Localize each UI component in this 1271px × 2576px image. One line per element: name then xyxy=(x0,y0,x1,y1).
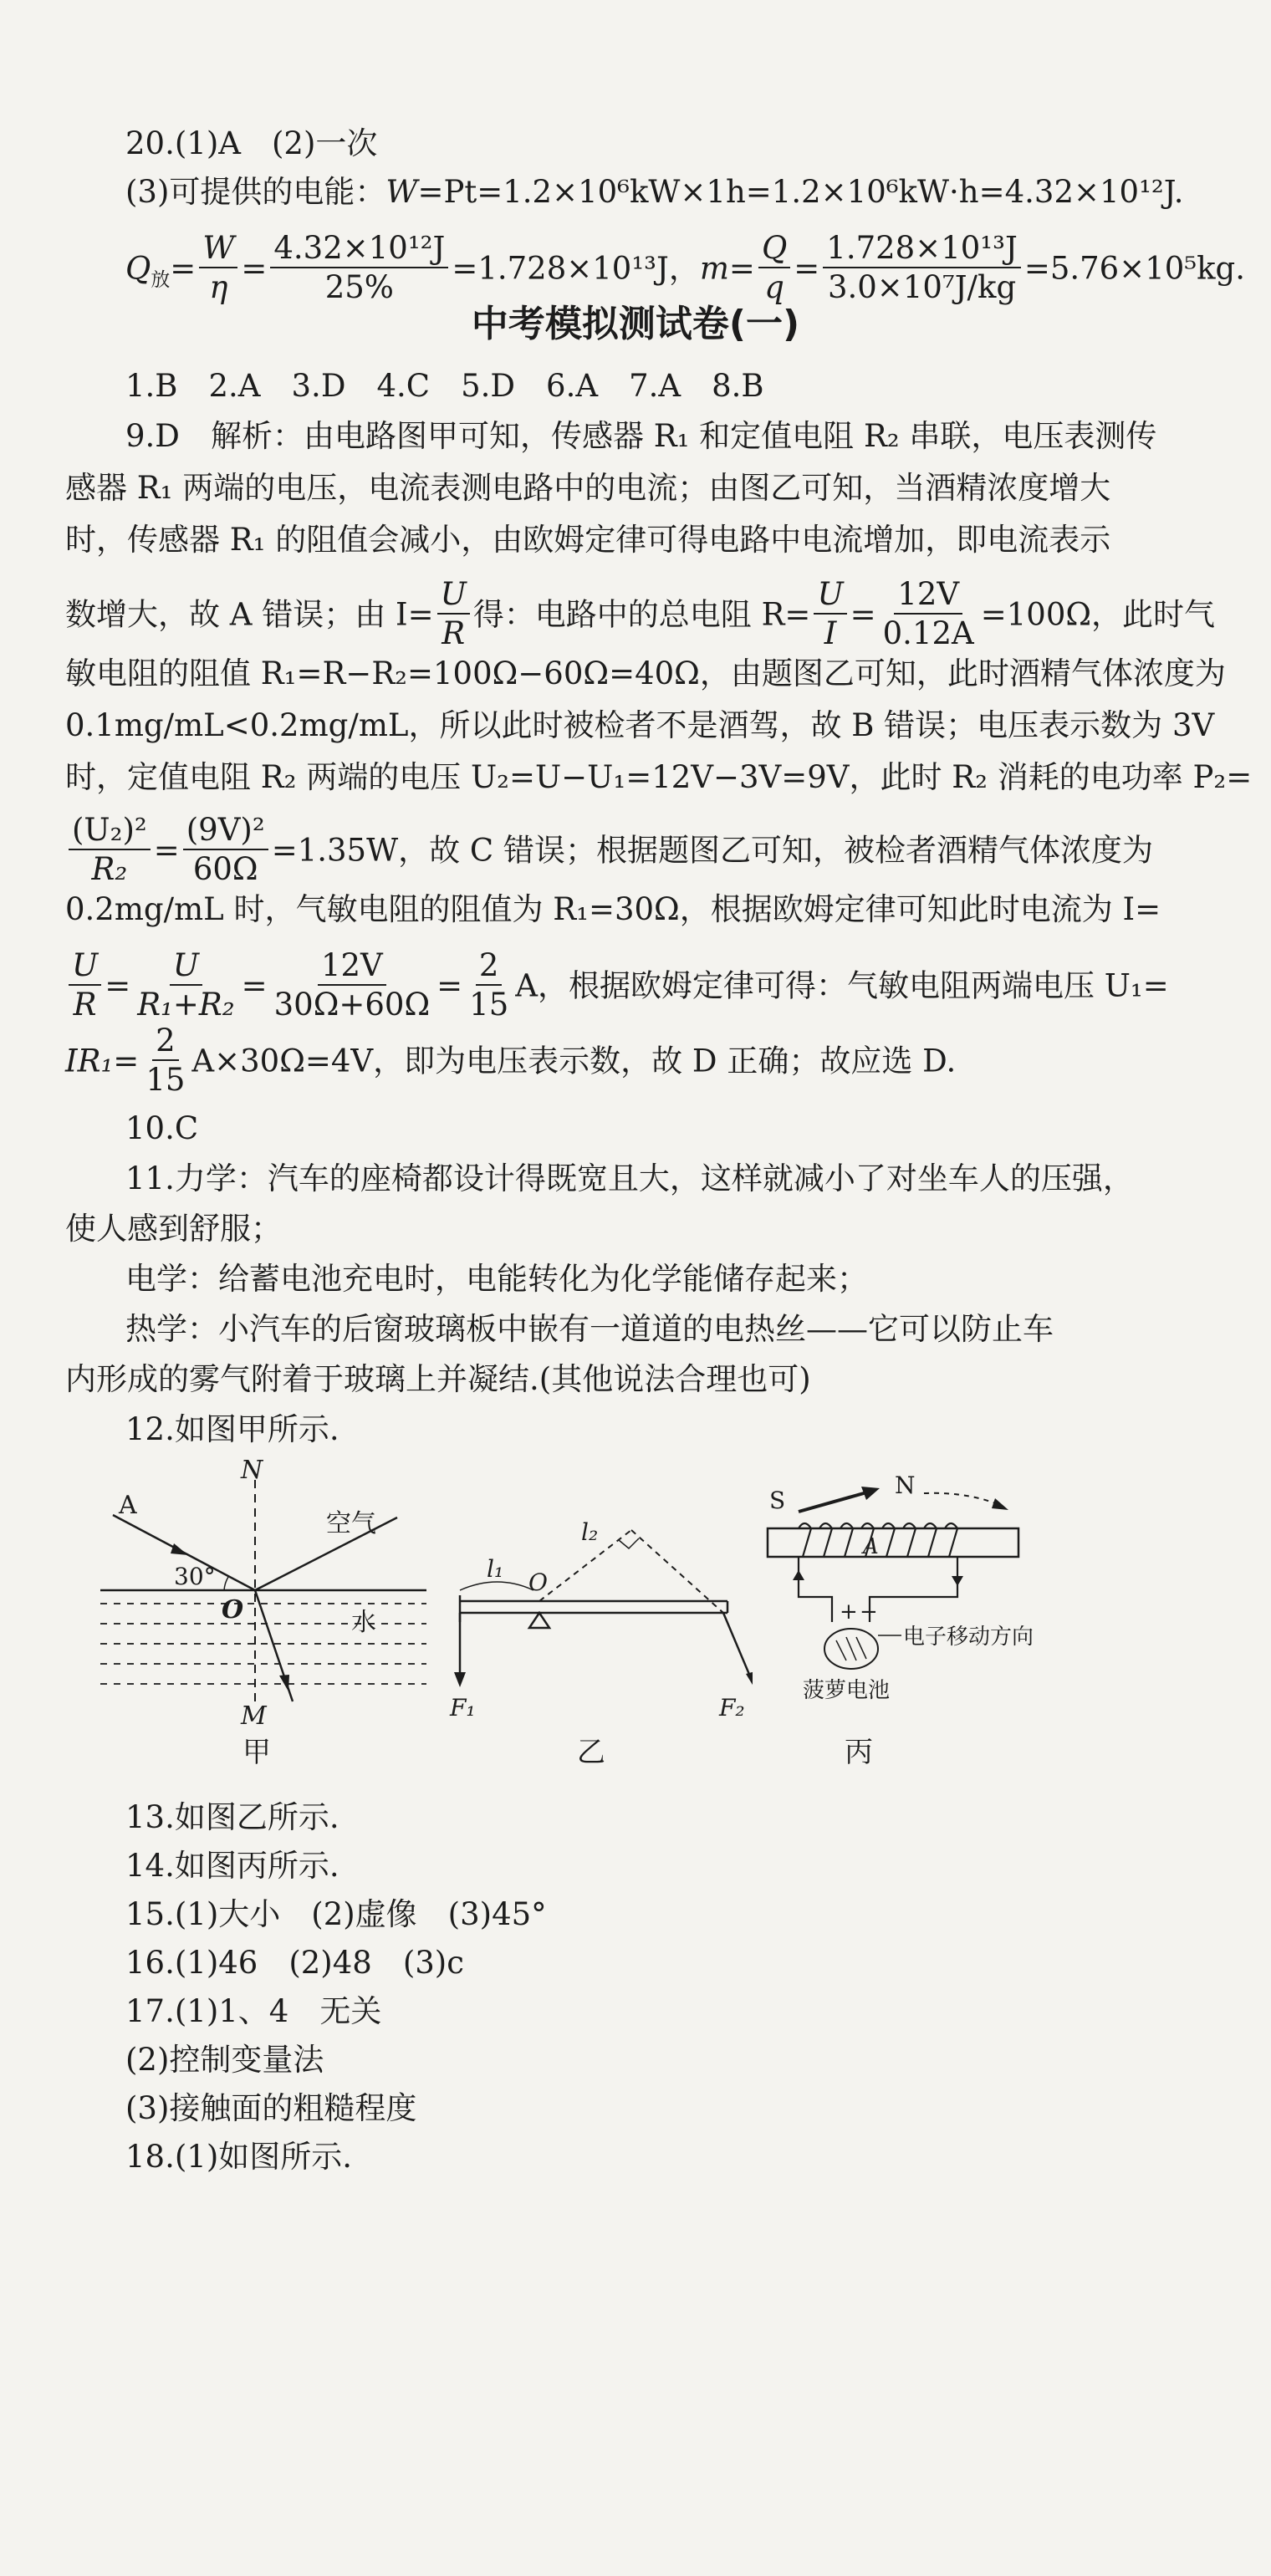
q20-line2-prefix: (3)可提供的电能： xyxy=(125,174,386,210)
q9-line6: 0.1mg/mL<0.2mg/mL，所以此时被检者不是酒驾，故 B 错误；电压表示数为 3V xyxy=(65,707,1215,743)
q11-line3: 电学：给蓄电池充电时，电能转化为化学能储存起来； xyxy=(125,1261,868,1297)
q9-line2: 感器 R₁ 两端的电压，电流表测电路中的电流；由图乙可知，当酒精浓度增大 xyxy=(65,470,1111,506)
q9-line11: IR₁= $\frac{2}{15}$ A×30Ω=4V，即为电压表示数，故 D 正确；故应选 D. xyxy=(65,1023,957,1098)
wire-left xyxy=(799,1557,832,1622)
q20-mass-result: =5.76×10⁵kg. xyxy=(1023,250,1245,287)
fraction-two-fifteenths-b: $\frac{2}{15}$ xyxy=(145,1023,186,1098)
label-f1: F₁ xyxy=(450,1694,476,1722)
angle-arc xyxy=(224,1577,228,1590)
label-minus: − xyxy=(860,1599,878,1625)
label-m: M xyxy=(241,1701,267,1731)
force-f2-line xyxy=(723,1613,753,1682)
label-n: N xyxy=(241,1456,263,1485)
q9-line4: 数增大，故 A 错误；由 I= $\frac{U}{R}$ 得：电路中的总电阻 R= $\frac{U}{I}$ = $\frac{12V}{0.12A}$ =100Ω，此时气 xyxy=(65,576,1216,651)
moment-arm-l1-brace xyxy=(460,1582,533,1590)
caption-yi: 乙 xyxy=(577,1736,605,1769)
fraction-u-over-i: $\frac{U}{I}$ xyxy=(814,579,846,649)
q13-answer: 13.如图乙所示. xyxy=(125,1799,339,1835)
q9-line7: 时，定值电阻 R₂ 两端的电压 U₂=U−U₁=12V−3V=9V，此时 R₂ 消耗的电功率 P₂= xyxy=(65,759,1253,795)
compass-needle-tip xyxy=(861,1487,880,1500)
q16-answer: 16.(1)46 (2)48 (3)c xyxy=(125,1945,464,1981)
fraction-current-values: $\frac{12V}{30\Omega+60\Omega}$ xyxy=(273,947,431,1023)
field-line-arrow xyxy=(992,1498,1008,1510)
fraction-u2-squared: $\frac{\text{(U₂)²}}{\text{R₂}}$ xyxy=(69,814,151,885)
q1-8-answers: 1.B 2.A 3.D 4.C 5.D 6.A 7.A 8.B xyxy=(125,368,764,404)
q17-line1: 17.(1)1、4 无关 xyxy=(125,1993,382,2029)
q18-answer: 18.(1)如图所示. xyxy=(125,2139,353,2175)
label-air: 空气 xyxy=(326,1509,376,1538)
q9-line5: 敏电阻的阻值 R₁=R−R₂=100Ω−60Ω=40Ω，由题图乙可知，此时酒精气体浓度为 xyxy=(65,655,1226,691)
right-angle-mark xyxy=(619,1538,639,1548)
q17-line3: (3)接触面的粗糙程度 xyxy=(125,2090,417,2126)
fraction-energy-efficiency: $\frac{\text{4.32×10¹²J}}{25\%}$ xyxy=(270,232,448,303)
q11-line5: 内形成的雾气附着于玻璃上并凝结.(其他说法合理也可) xyxy=(65,1361,811,1397)
fraction-mass: $\frac{\text{1.728×10¹³J}}{\text{3.0×10⁷J/kg}}$ xyxy=(823,232,1021,303)
q14-answer: 14.如图丙所示. xyxy=(125,1848,339,1884)
fraction-current-ur: $\frac{U}{R}$ xyxy=(69,950,101,1020)
fraction-total-resistance: $\frac{12V}{0.12A}$ xyxy=(882,576,974,651)
force-f2-arrow xyxy=(746,1671,753,1689)
label-l1: l₁ xyxy=(487,1555,504,1583)
label-a: A xyxy=(119,1491,137,1520)
label-angle: 30° xyxy=(174,1563,216,1590)
q-symbol: Q xyxy=(125,250,151,287)
force-f1-arrow xyxy=(454,1672,466,1687)
q20-line1: 20.(1)A (2)一次 xyxy=(125,125,378,161)
fraction-current-sum: $\frac{U}{\text{R₁+R₂}}$ xyxy=(137,947,235,1023)
q15-answer: 15.(1)大小 (2)虚像 (3)45° xyxy=(125,1896,547,1932)
q9-line1: 9.D 解析：由电路图甲可知，传感器 R₁ 和定值电阻 R₂ 串联，电压表测传 xyxy=(125,418,1157,454)
q20-line2-eq: =Pt=1.2×10⁶kW×1h=1.2×10⁶kW·h=4.32×10¹²J. xyxy=(417,174,1184,210)
q17-line2: (2)控制变量法 xyxy=(125,2042,324,2078)
label-pineapple-battery: 菠萝电池 xyxy=(803,1678,891,1703)
fraction-u-over-r: $\frac{U}{R}$ xyxy=(437,579,470,649)
wire-right-arrow xyxy=(952,1576,963,1586)
wire-left-arrow xyxy=(793,1570,804,1580)
q-subscript: 放 xyxy=(151,268,171,291)
label-electron-direction: 电子移动方向 xyxy=(903,1625,1034,1650)
fulcrum-triangle xyxy=(529,1613,549,1628)
q20-line2: (3)可提供的电能：W=Pt=1.2×10⁶kW×1h=1.2×10⁶kW·h=4.32×10¹²J. xyxy=(125,174,1184,210)
fraction-two-fifteenths: $\frac{2}{15}$ xyxy=(469,947,509,1023)
figure-electromagnet xyxy=(753,1455,1087,1731)
q9-line10: $\frac{U}{R}$ = $\frac{U}{\text{R₁+R₂}}$ = $\frac{12V}{30\Omega+60\Omega}$ = $\frac{2}{15}$ A，根据欧姆定律可得：气敏电阻两端电压 U₁= xyxy=(65,953,1169,1023)
label-a2: A xyxy=(863,1534,879,1559)
q20-line3: $Q_放=$ $\frac{W}{\eta}$ = $\frac{\text{4.32×10¹²J}}{25\%}$ =1.728×10¹³J，m= $\frac{Q}{q}$ = $\frac{\text{1.728×10¹³J}}{\text{3.0×10⁷J/kg}}$ =5.76×10⁵kg. xyxy=(125,230,1245,305)
field-line-dashed xyxy=(924,1493,1003,1507)
label-o2: O xyxy=(528,1569,548,1596)
wire-right xyxy=(870,1557,957,1622)
pineapple-texture xyxy=(836,1637,866,1660)
q11-line2: 使人感到舒服； xyxy=(65,1211,282,1247)
section-title: 中考模拟测试卷(一) xyxy=(471,303,800,345)
q9-line9: 0.2mg/mL 时，气敏电阻的阻值为 R₁=30Ω，根据欧姆定律可知此时电流为 I= xyxy=(65,891,1161,927)
m-symbol: m= xyxy=(699,250,755,287)
label-n2: N xyxy=(895,1472,916,1499)
q11-line4: 热学：小汽车的后窗玻璃板中嵌有一道道的电热丝——它可以防止车 xyxy=(125,1311,1054,1347)
label-plus: + xyxy=(840,1599,858,1625)
incident-arrow xyxy=(171,1543,188,1555)
compass-needle xyxy=(799,1492,870,1512)
figure-reflection-refraction xyxy=(75,1455,452,1731)
q20-heat-result: =1.728×10¹³J， xyxy=(452,250,700,287)
fraction-power: $\frac{\text{(9V)²}}{60\Omega}$ xyxy=(183,814,268,885)
q12-answer: 12.如图甲所示. xyxy=(125,1411,339,1447)
caption-bing: 丙 xyxy=(845,1736,873,1769)
label-f2: F₂ xyxy=(719,1694,745,1722)
q11-line1: 11.力学：汽车的座椅都设计得既宽且大，这样就减小了对坐车人的压强， xyxy=(125,1160,1134,1196)
label-l2: l₂ xyxy=(581,1518,599,1546)
figure-lever xyxy=(443,1497,753,1722)
q9-line8: $\frac{\text{(U₂)²}}{\text{R₂}}$ = $\frac{\text{(9V)²}}{60\Omega}$ =1.35W，故 C 错误；根据题图乙可知，被检者酒精气体浓度为 xyxy=(65,818,1153,888)
fraction-w-eta: $\frac{W}{\eta}$ xyxy=(199,232,237,303)
label-o: O xyxy=(222,1595,244,1625)
q10-answer: 10.C xyxy=(125,1110,199,1146)
q9-line3: 时，传感器 R₁ 的阻值会减小，由欧姆定律可得电路中电流增加，即电流表示 xyxy=(65,522,1111,558)
label-s: S xyxy=(769,1487,786,1514)
fraction-q-over-q: $\frac{Q}{q}$ xyxy=(758,232,790,303)
label-water: 水 xyxy=(351,1608,376,1637)
caption-jia: 甲 xyxy=(242,1736,271,1769)
